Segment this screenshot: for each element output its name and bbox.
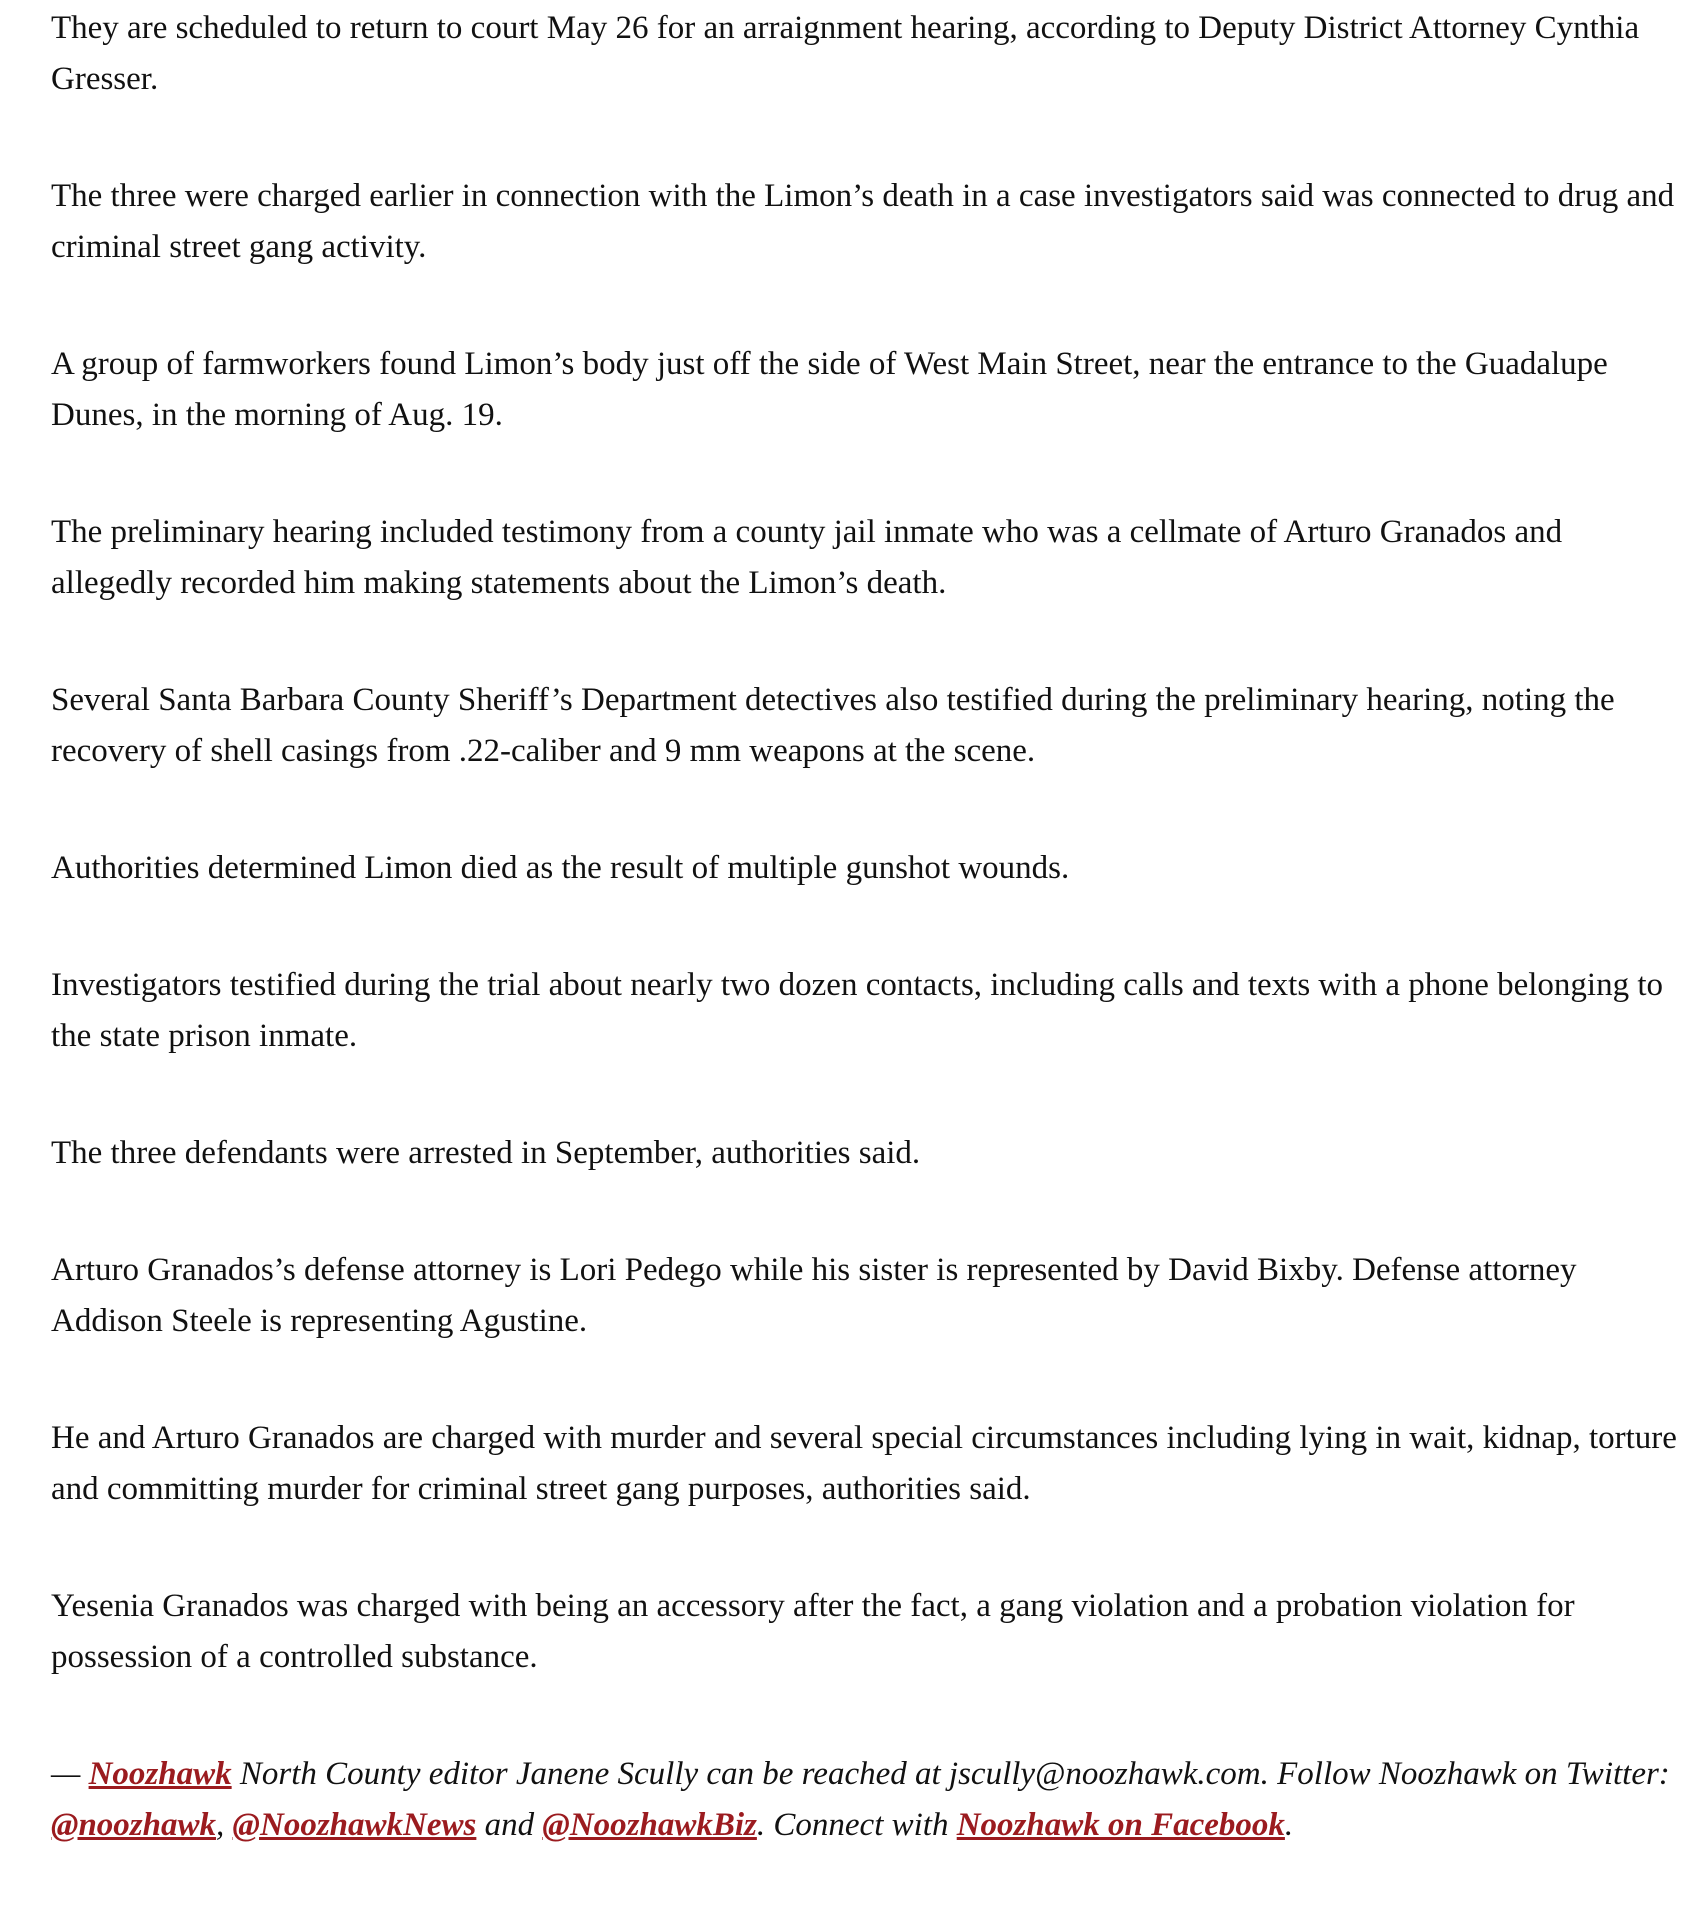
- footer-text-contact: North County editor Janene Scully can be reached at jscully@noozhawk.com. Follow Noozhawk on Twitter:: [231, 1756, 1670, 1792]
- footer-text-connect: . Connect with: [756, 1807, 957, 1843]
- article-paragraph: Investigators testified during the trial about nearly two dozen contacts, including calls and texts with a phone belonging to the state prison inmate.: [51, 967, 1664, 1054]
- footer-separator: ,: [216, 1807, 233, 1843]
- article-paragraph: They are scheduled to return to court May 26 for an arraignment hearing, according to Deputy District Attorney Cynthia Gresser.: [51, 10, 1640, 97]
- article-body: [51, 0, 1681, 1851]
- facebook-link[interactable]: Noozhawk on Facebook: [956, 1807, 1285, 1843]
- article-paragraph: He and Arturo Granados are charged with murder and several special circumstances including lying in wait, kidnap, torture and committing murder for criminal street gang purposes, authorities said.: [51, 1420, 1677, 1507]
- footer-period: .: [1284, 1807, 1294, 1843]
- article-paragraph: Authorities determined Limon died as the result of multiple gunshot wounds.: [51, 850, 1070, 886]
- footer-dash: —: [51, 1756, 89, 1792]
- article-paragraph: The three were charged earlier in connection with the Limon’s death in a case investigators said was connected to drug and criminal street gang activity.: [51, 178, 1675, 265]
- article-paragraph: The preliminary hearing included testimony from a county jail inmate who was a cellmate of Arturo Granados and allegedly recorded him making statements about the Limon’s death.: [51, 514, 1563, 601]
- twitter-noozhawknews-link[interactable]: @NoozhawkNews: [232, 1807, 477, 1843]
- author-footer: [51, 1749, 1681, 1851]
- article-paragraph: Arturo Granados’s defense attorney is Lori Pedego while his sister is represented by David Bixby. Defense attorney Addison Steele is representing Agustine.: [51, 1252, 1577, 1339]
- footer-separator: and: [476, 1807, 543, 1843]
- twitter-noozhawkbiz-link[interactable]: @NoozhawkBiz: [542, 1807, 757, 1843]
- article-paragraph: Yesenia Granados was charged with being an accessory after the fact, a gang violation and a probation violation for possession of a controlled substance.: [51, 1588, 1575, 1675]
- article-paragraph: A group of farmworkers found Limon’s body just off the side of West Main Street, near the entrance to the Guadalupe Dunes, in the morning of Aug. 19.: [51, 346, 1608, 433]
- twitter-noozhawk-link[interactable]: @noozhawk: [51, 1807, 217, 1843]
- article-paragraph: Several Santa Barbara County Sheriff’s Department detectives also testified during the preliminary hearing, noting the recovery of shell casings from .22-caliber and 9 mm weapons at the scene.: [51, 682, 1615, 769]
- noozhawk-link[interactable]: Noozhawk: [88, 1756, 232, 1792]
- article-paragraph: The three defendants were arrested in September, authorities said.: [51, 1135, 921, 1171]
